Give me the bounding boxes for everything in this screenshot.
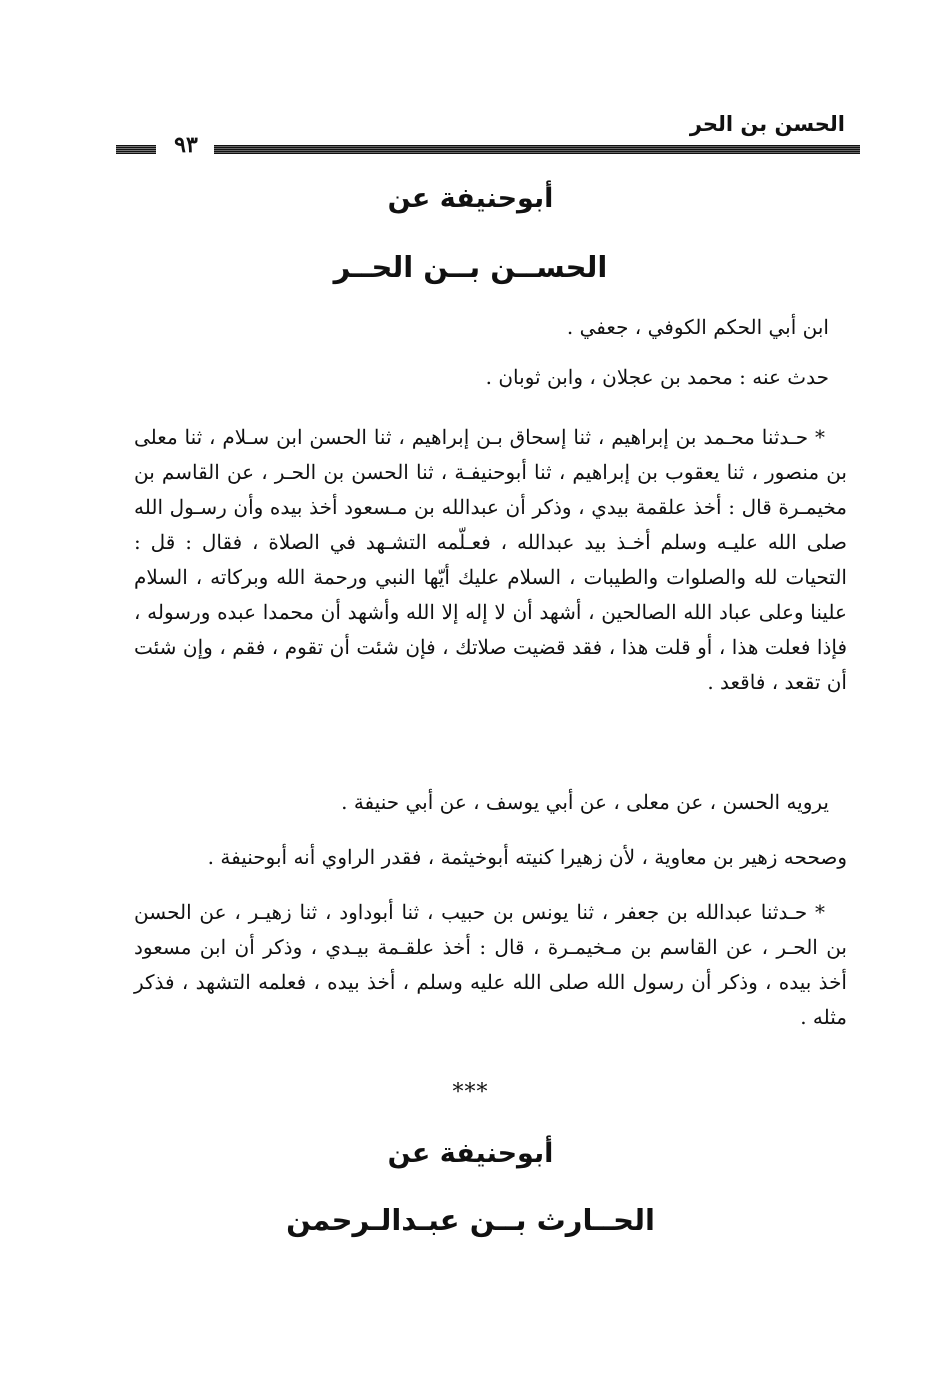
running-header-title: الحسن بن الحر	[689, 112, 845, 136]
next-section-heading-line2: الحــارث بــن عبـدالـرحمن	[286, 1203, 655, 1237]
intro-paragraph-2	[134, 360, 847, 395]
hadith-paragraph-2	[134, 895, 847, 1035]
hadith-text-1: * حـدثنا محـمد بن إبراهيم ، ثنا إسحاق بـن إبراهيم ، ثنا الحسن ابن سـلام ، ثنا معلى بن منصور ، ثنا يعقوب بن إبراهيم ، ثنا أبوحنيفـة ، ثنا الحسن بن الحـر ، عن القاسم بن مخيمـرة قال : أخذ علقمة بيدي ، وذكر أن عبدالله بن مـسعود أخذ بيده وأن رسـول الله صلى الله عليـه وسلم أخـذ بيد عبدالله ، فعـلّمه التشـهد في الصلاة ، فقال : قل : التحيات لله والصلوات والطيبات ، السلام عليك أيّها النبي ورحمة الله وبركاته ، السلام علينا وعلى عباد الله الصالحين ، أشهد أن لا إله إلا الله وأشهد أن محمدا عبده ورسوله ، فإذا فعلت هذا ، أو قلت هذا ، فقد قضيت صلاتك ، فإن شئت أن تقوم ، فقم ، وإن شئت أن تقعد ، فاقعد .	[134, 425, 848, 694]
intro-paragraph-1	[134, 310, 847, 345]
intro-lineage: ابن أبي الحكم الكوفي ، جعفي .	[566, 315, 829, 339]
authentication-note: وصححه زهير بن معاوية ، لأن زهيرا كنيته أبوخيثمة ، فقدر الراوي أنه أبوحنيفة .	[207, 845, 847, 869]
narration-paragraph	[134, 785, 847, 820]
intro-narrators: حدث عنه : محمد بن عجلان ، وابن ثوبان .	[485, 365, 829, 389]
section-separator: ***	[452, 1080, 489, 1105]
narration-chain: يرويه الحسن ، عن معلى ، عن أبي يوسف ، عن أبي حنيفة .	[341, 790, 829, 814]
header-rule-right-segment	[214, 145, 860, 154]
hadith-text-2: * حـدثنا عبدالله بن جعفر ، ثنا يونس بن حبيب ، ثنا أبوداود ، ثنا زهيـر ، عن الحسن بن الحـر ، عن القاسم بن مـخيمـرة ، قال : أخذ علقـمة بيـدي ، وذكر أن ابن مسعود أخذ بيده ، وذكر أن رسول الله صلى الله عليه وسلم ، أخذ بيده ، فعلمه التشهد ، فذكر مثله .	[134, 900, 847, 1029]
header-rule	[116, 132, 860, 159]
header-rule-left-segment	[116, 145, 156, 154]
hadith-paragraph-1	[134, 420, 847, 700]
section-heading-line1: أبوحنيفة عن	[387, 183, 554, 214]
next-section-heading-line1: أبوحنيفة عن	[387, 1138, 554, 1169]
note-paragraph	[134, 840, 847, 875]
page-number: ٩٣	[174, 132, 198, 158]
section-heading-line2: الحســن بــن الحــر	[333, 250, 608, 284]
